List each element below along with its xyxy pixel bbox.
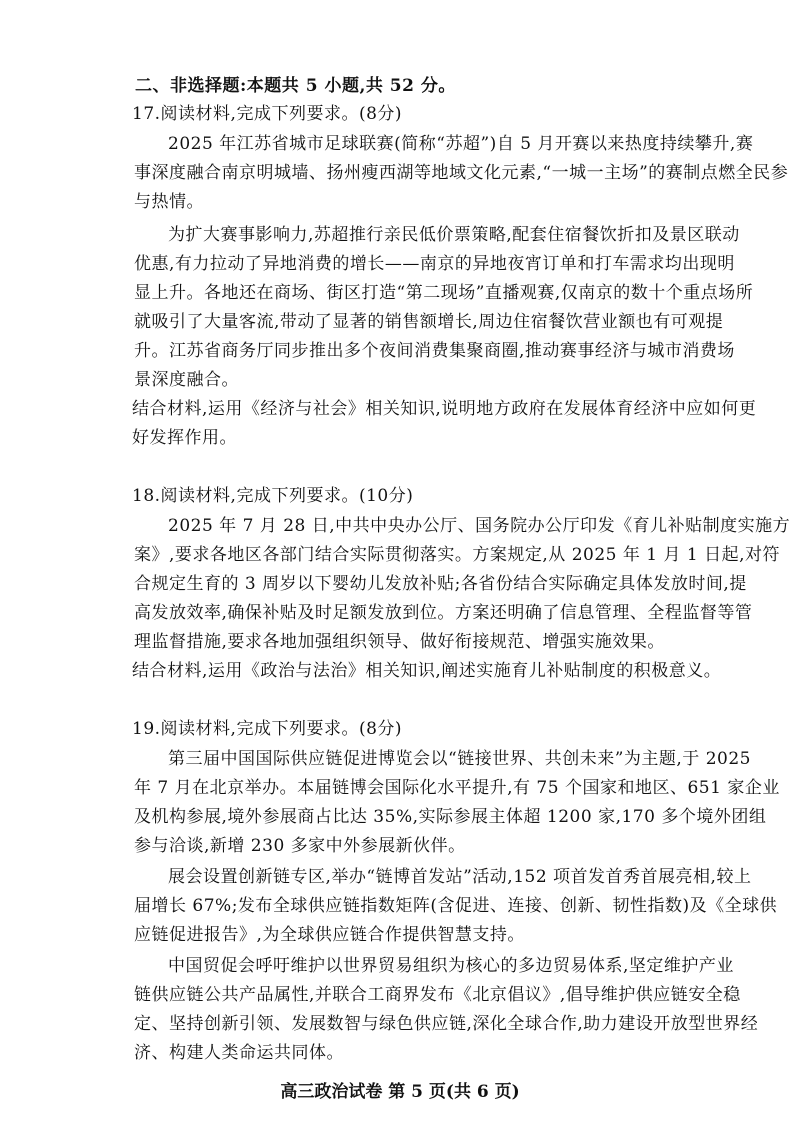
q19-p1-line4: 参与洽谈,新增 230 多家中外参展新伙伴。: [134, 836, 466, 856]
q18-p1-line2: 案》,要求各地区各部门结合实际贯彻落实。方案规定,从 2025 年 1 月 1 日起,对符: [134, 545, 781, 565]
q18-p1-line3: 合规定生育的 3 周岁以下婴幼儿发放补贴;各省份结合实际确定具体发放时间,提: [134, 574, 747, 594]
q19-p3-line3: 定、坚持创新引领、发展数智与绿色供应链,深化全球合作,助力建设开放型世界经: [134, 1014, 759, 1034]
page-footer: 高三政治试卷 第 5 页(共 6 页): [280, 1082, 520, 1102]
q17-p1-line2: 事深度融合南京明城墙、扬州瘦西湖等地域文化元素,“一城一主场”的赛制点燃全民参: [134, 163, 789, 183]
q17-task-line2: 好发挥作用。: [132, 428, 237, 448]
q19-p1-line3: 及机构参展,境外参展商占比达 35%,实际参展主体超 1200 家,170 多个境外团组: [134, 807, 767, 827]
q17-title: 17.阅读材料,完成下列要求。(8分): [132, 104, 403, 124]
q19-p2-line2: 届增长 67%;发布全球供应链指数矩阵(含促进、连接、创新、韧性指数)及《全球供: [134, 896, 778, 916]
q19-title: 19.阅读材料,完成下列要求。(8分): [132, 719, 403, 739]
q19-p3-line1: 中国贸促会呼吁维护以世界贸易组织为核心的多边贸易体系,坚定维护产业: [168, 956, 734, 976]
q19-p2-line1: 展会设置创新链专区,举办“链博首发站”活动,152 项首发首秀首展亮相,较上: [168, 867, 752, 887]
q17-p2-line3: 显上升。各地还在商场、街区打造“第二现场”直播观赛,仅南京的数十个重点场所: [134, 283, 754, 303]
q17-p2-line1: 为扩大赛事影响力,苏超推行亲民低价票策略,配套住宿餐饮折扣及景区联动: [168, 225, 740, 245]
section-heading: 二、非选择题:本题共 5 小题,共 52 分。: [135, 76, 456, 96]
q18-p1-line5: 理监督措施,要求各地加强组织领导、做好衔接规范、增强实施效果。: [134, 632, 665, 652]
q19-p1-line1: 第三届中国国际供应链促进博览会以“链接世界、共创未来”为主题,于 2025: [168, 749, 751, 769]
q18-p1-line1: 2025 年 7 月 28 日,中共中央办公厅、国务院办公厅印发《育儿补贴制度实施方: [168, 516, 791, 536]
q19-p3-line2: 链供应链公共产品属性,并联合工商界发布《北京倡议》,倡导维护供应链安全稳: [134, 985, 741, 1005]
q17-p2-line2: 优惠,有力拉动了异地消费的增长——南京的异地夜宵订单和打车需求均出现明: [134, 254, 735, 274]
q17-p1-line3: 与热情。: [134, 192, 204, 212]
q19-p1-line2: 年 7 月在北京举办。本届链博会国际化水平提升,有 75 个国家和地区、651 家企业: [134, 778, 780, 798]
q19-p3-line4: 济、构建人类命运共同体。: [134, 1043, 344, 1063]
q17-p2-line4: 就吸引了大量客流,带动了显著的销售额增长,周边住宿餐饮营业额也有可观提: [134, 312, 724, 332]
q17-p2-line5: 升。江苏省商务厅同步推出多个夜间消费集聚商圈,推动赛事经济与城市消费场: [134, 341, 735, 361]
q19-p2-line3: 应链促进报告》,为全球供应链合作提供智慧支持。: [134, 925, 525, 945]
q18-task-line1: 结合材料,运用《政治与法治》相关知识,阐述实施育儿补贴制度的积极意义。: [132, 661, 722, 681]
q18-title: 18.阅读材料,完成下列要求。(10分): [132, 486, 414, 506]
q17-p2-line6: 景深度融合。: [134, 370, 239, 390]
q17-task-line1: 结合材料,运用《经济与社会》相关知识,说明地方政府在发展体育经济中应如何更: [132, 399, 757, 419]
q17-p1-line1: 2025 年江苏省城市足球联赛(简称“苏超”)自 5 月开赛以来热度持续攀升,赛: [168, 134, 754, 154]
q18-p1-line4: 高发放效率,确保补贴及时足额发放到位。方案还明确了信息管理、全程监督等管: [134, 603, 753, 623]
